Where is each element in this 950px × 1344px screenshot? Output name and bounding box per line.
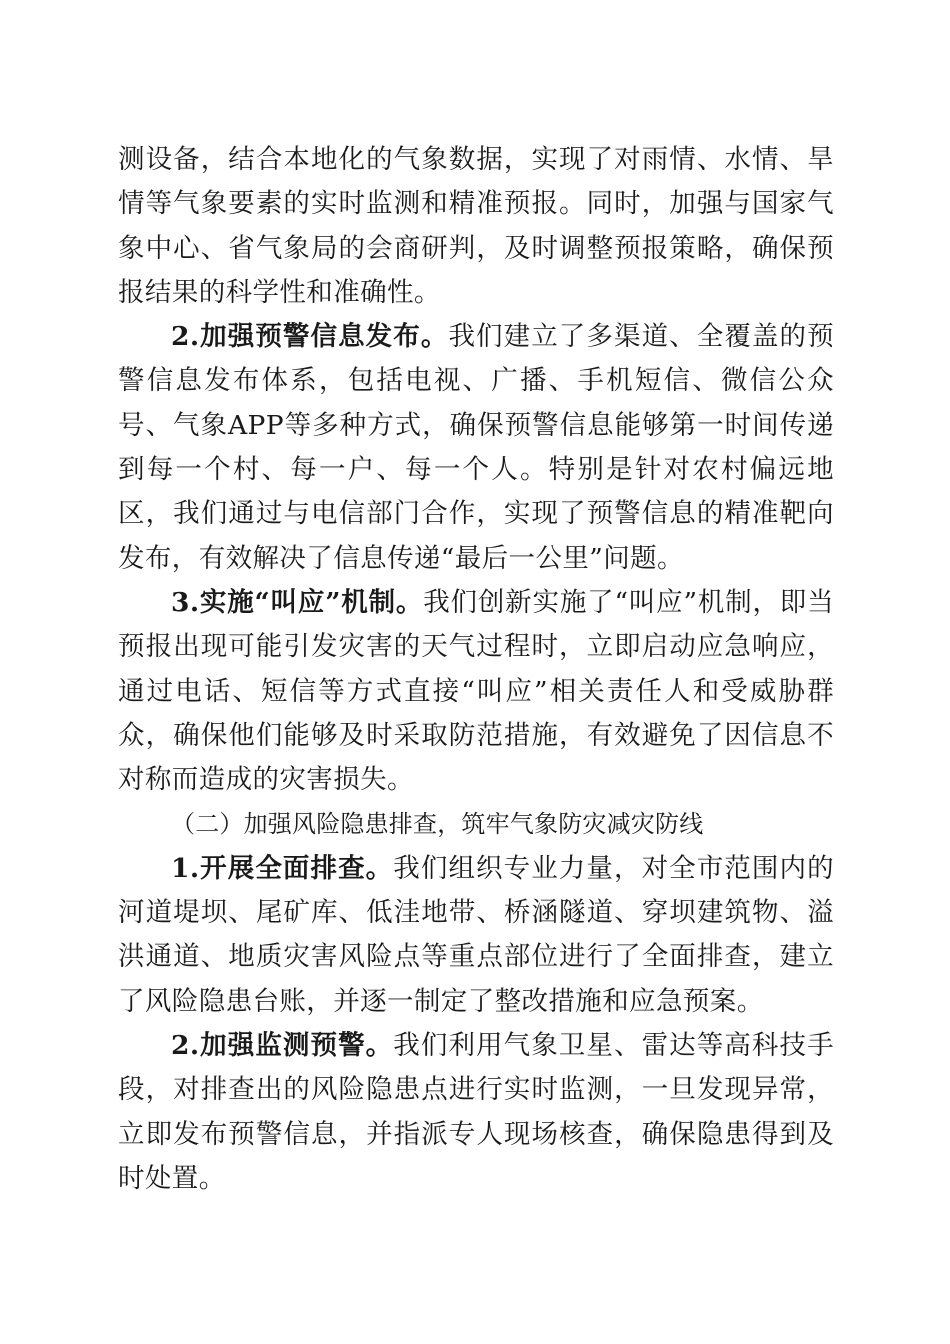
paragraph-call-response (118, 581, 834, 802)
document-body (118, 138, 834, 1201)
paragraph-text: 我们建立了多渠道、全覆盖的预警信息发布体系，包括电视、广播、手机短信、微信公众号、气象APP等多种方式，确保预警信息能够第一时间传递到每一个村、每一户、每一个人。特别是针对农村偏远地区，我们通过与电信部门合作，实现了预警信息的精准靶向发布，有效解决了信息传递“最后一公里”问题。 (118, 321, 834, 574)
paragraph-text: 测设备，结合本地化的气象数据，实现了对雨情、水情、旱情等气象要素的实时监测和精准预报。同时，加强与国家气象中心、省气象局的会商研判，及时调整预报策略，确保预报结果的科学性和准确性。 (118, 144, 834, 308)
paragraph-lead: 3.实施“叫应”机制。 (171, 586, 424, 618)
paragraph-lead: 2.加强监测预警。 (171, 1029, 394, 1061)
paragraph-full-inspection (118, 847, 834, 1024)
paragraph-lead: 2.加强预警信息发布。 (171, 321, 449, 353)
paragraph-warning-release (118, 315, 834, 581)
paragraph-continued (118, 138, 834, 315)
section-heading: （二）加强风险隐患排查，筑牢气象防灾减灾防线 (171, 810, 704, 839)
paragraph-lead: 1.开展全面排查。 (171, 852, 394, 884)
paragraph-text: 我们利用气象卫星、雷达等高科技手段，对排查出的风险隐患点进行实时监测，一旦发现异常，立即发布预警信息，并指派专人现场核查，确保隐患得到及时处置。 (118, 1029, 835, 1194)
paragraph-monitoring (118, 1024, 834, 1201)
paragraph-text: 我们组织专业力量，对全市范围内的河道堤坝、尾矿库、低洼地带、桥涵隧道、穿坝建筑物、溢洪通道、地质灾害风险点等重点部位进行了全面排查，建立了风险隐患台账，并逐一制定了整改措施和应急预案。 (118, 852, 835, 1017)
paragraph-text: 我们创新实施了“叫应”机制，即当预报出现可能引发灾害的天气过程时，立即启动应急响应，通过电话、短信等方式直接“叫应”相关责任人和受威胁群众，确保他们能够及时采取防范措施，有效避免了因信息不对称而造成的灾害损失。 (118, 586, 834, 796)
